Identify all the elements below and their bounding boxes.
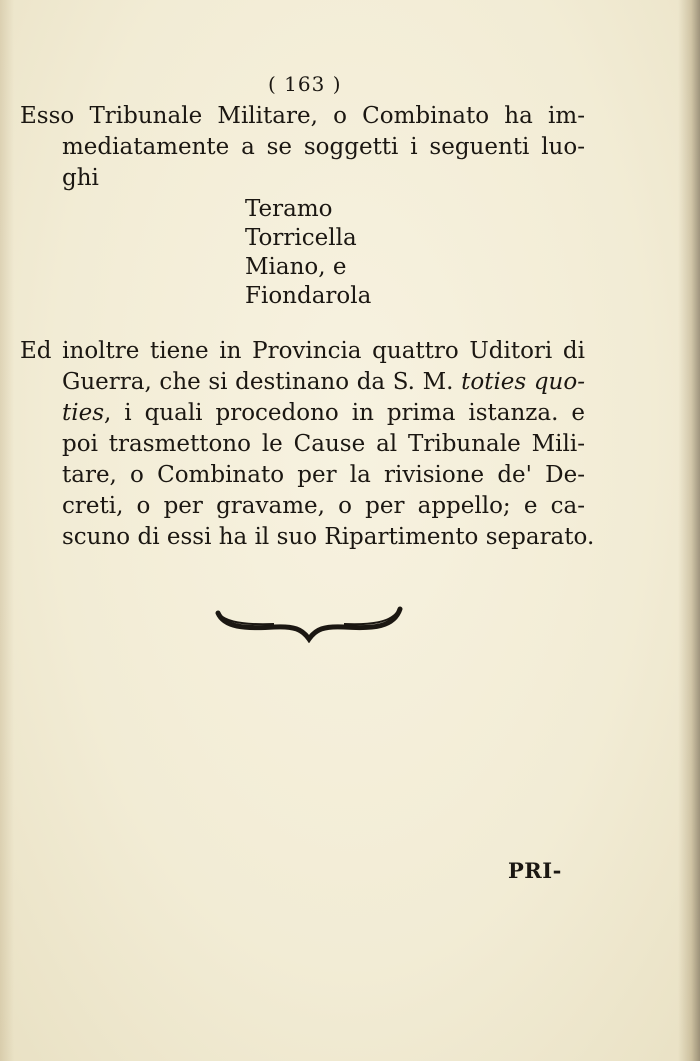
page-right-shadow	[678, 0, 700, 1061]
text-line: ghi	[62, 165, 99, 191]
italic-phrase-continued: ties	[62, 400, 105, 426]
place-item: Teramo	[245, 196, 333, 222]
text-segment: , i quali procedono in prima istanza. e	[104, 400, 585, 426]
text-line: creti, o per gravame, o per appello; e ca-	[62, 493, 585, 519]
text-segment: Guerra, che si destinano da S. M.	[62, 369, 462, 395]
catchword: PRI-	[508, 858, 562, 883]
place-item: Fiondarola	[245, 283, 372, 309]
text-line: Esso Tribunale Militare, o Combinato ha im-	[20, 103, 585, 129]
paragraph-uditori	[20, 336, 595, 553]
place-item: Torricella	[245, 225, 357, 251]
place-item: Miano, e	[245, 254, 347, 280]
paragraph-tribunale	[20, 101, 585, 194]
places-list	[245, 195, 371, 311]
text-line: mediatamente a se soggetti i seguenti luo-	[62, 134, 585, 160]
text-line: scuno di essi ha il suo Ripartimento separato.	[62, 524, 595, 550]
page-number: ( 163 )	[268, 72, 342, 96]
text-line-with-italic	[20, 367, 585, 398]
text-line: poi trasmettono le Cause al Tribunale Mili-	[62, 431, 585, 457]
italic-phrase: toties quo-	[461, 369, 585, 395]
brace-ornament-icon	[214, 603, 404, 643]
text-line: tare, o Combinato per la rivisione de' De-	[62, 462, 585, 488]
page-left-shadow	[0, 0, 14, 1061]
text-line: Ed inoltre tiene in Provincia quattro Uditori di	[20, 338, 585, 364]
text-line-with-italic	[20, 398, 585, 429]
